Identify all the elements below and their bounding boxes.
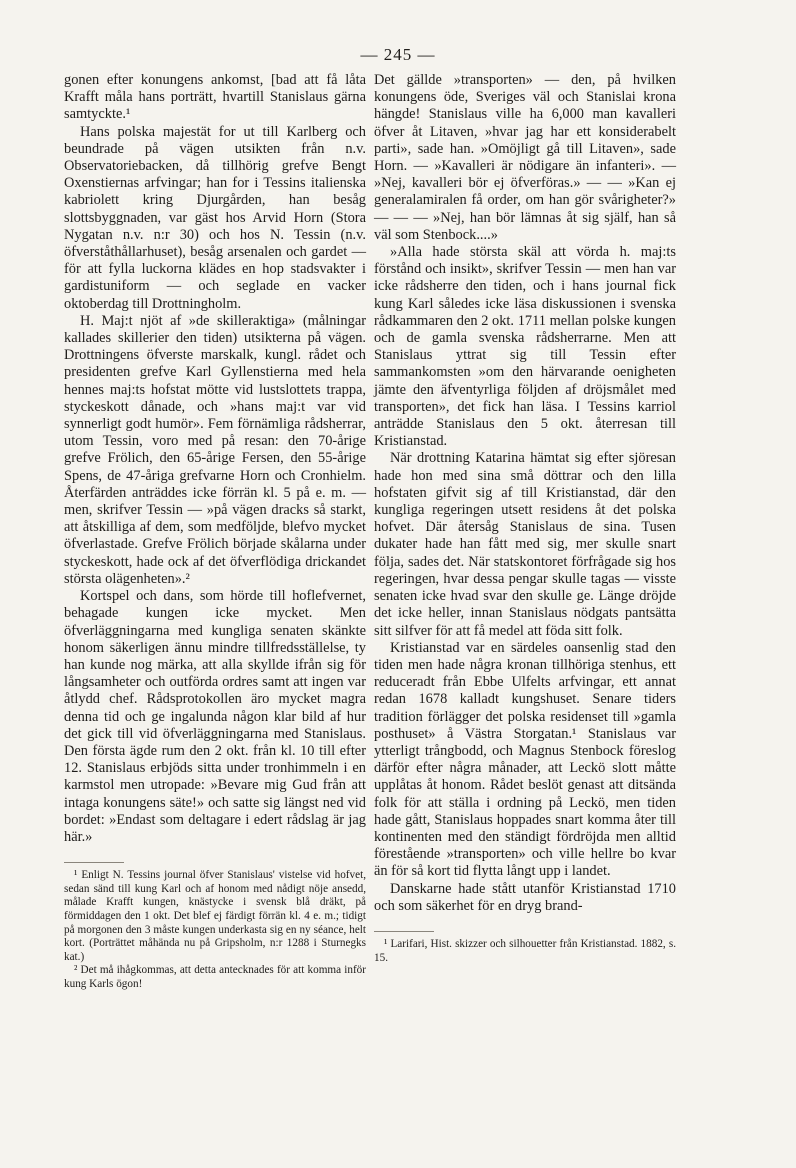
footnote-1: ¹ Enligt N. Tessins journal öfver Stanislaus' vistelse vid hofvet, sedan sänd till kung Karl och af honom med nådigt nöje ansedd, målade Krafft kungen, knästycke i svensk blå dräkt, på förmiddagen den 1 okt. Det blef ej färdigt förrän kl. 4 e. m.; tidigt på morgonen den 3 måste kungen underkasta sig en ny séance, helt kort. (Porträttet måhända nu på Gripsholm, n:r 1288 i Sturnegks kat.) [64,869,366,963]
left-paragraph-1: gonen efter konungens ankomst, [bad att få låta Krafft måla hans porträtt, hvartill Stanislaus gärna samtyckte.¹ [64,72,366,123]
left-paragraph-4: Kortspel och dans, som hörde till hoflefvernet, behagade kungen icke mycket. Men öfverläggningarna med kungliga senaten skänkte honom säkerligen ännu mindre tillfredsställelse, ty han kunde nog märka, att alla skyllde ifrån sig för långsamheter och outförda ordres samt att ingen var åtlydd chef. Rådsprotokollen äro mycket magra denna tid och ge ingalunda någon klar bild af hur det gick till vid öfverläggningarna med Stanislaus. Den första ägde rum den 2 okt. från kl. 10 till efter 12. Stanislaus erbjöds sitta under tronhimmeln i en karmstol men utropade: »Bevare mig Gud från att intaga konungens säte!» och satte sig längst ned vid bordet: »Endast som deltagare i edert rådslag är jag här.» [64,588,366,845]
left-footnotes [64,869,366,991]
right-paragraph-3: När drottning Katarina hämtat sig efter sjöresan hade hon med sina små döttrar och den lilla hofstaten gifvit sig af till Kristianstad, där den kungliga regeringen utsett residens åt det polska hofvet. Där återsåg Stanislaus de sina. Tusen dukater hade han fått med sig, mer skulle snart följa, sades det. När statskontoret förfrågade sig hos regeringen, hvar dessa pengar skulle tagas — visste senaten icke hvad svar den skulle ge. Länge dröjde det icke heller, innan Stanislaus nödgats pantsätta sitt silfver för att få medel att föda sitt folk. [374,450,676,639]
right-paragraph-1: Det gällde »transporten» — den, på hvilken konungens öde, Sveriges väl och Stanislai krona hängde! Stanislaus ville ha 6,000 man kavalleri öfver åt Litaven, »hvar jag har ett konsiderabelt parti», sade han. »Omöjligt gå till Litaven», sade Horn. — »Kavalleri är nödigare än infanteri». — »Nej, kavalleri bör ej öfverföras.» — — »Kan ej generalamiralen få order, om han gör svårigheter?» — — — »Nej, han bör lämnas åt sig själf, han så väl som Stenbock....» [374,72,676,243]
footnote-rule [64,862,124,863]
left-paragraph-2: Hans polska majestät for ut till Karlberg och beundrade på vägen utsikten från n.v. Observatoriebacken, då tillhörig grefve Bengt Oxenstiernas arfvingar; han for i Tessins italienska kabriolett kring Djurgården, han besåg slottsbyggnaden, var gäst hos Arvid Horn (Stora Nygatan n.v. n:r 30) och hos N. Tessin (n.v. öfverståthållarhuset), besåg arsenalen och gardet — för att fylla luckorna klädes en hop stadsvakter i gardistuniform — och seglade en vacker oktoberdag till Drottningholm. [64,123,366,312]
right-footnotes [374,938,676,965]
footnote-rule-right [374,931,434,932]
page-number: — 245 — [360,45,436,64]
right-paragraph-5: Danskarne hade stått utanför Kristianstad 1710 och som säkerhet för en dryg brand- [374,880,676,914]
footnote-2: ² Det må ihågkommas, att detta antecknades för att komma inför kung Karls ögon! [64,964,366,990]
right-paragraph-4: Kristianstad var en särdeles oansenlig stad den tiden men hade några kronan tillhöriga stenhus, ett reduceradt från Ebbe Ulfelts arfvingar, ett annat redan 1678 kalladt kungshuset. Senare tiders tradition förlägger det polska residenset till »gamla posthuset» å Västra Storgatan.¹ Stanislaus var ytterligt trångbodd, och Magnus Stenbock föreslog därför efter några månader, att Leckö slott måtte upplåtas åt honom. Rådet beslöt genast att ditsända folk för att ställa i ordning på Leckö, men tiden hade gått, Stanislaus hoppades snart komma åter till kontinenten med den ständigt fördröjda men alltid förestående »transporten» och ville hellre bo kvar än för så kort tid flytta långt upp i landet. [374,639,676,880]
right-column [374,72,676,965]
left-column [64,72,366,991]
right-paragraph-2: »Alla hade största skäl att vörda h. maj:ts förstånd och insikt», skrifver Tessin — men han var icke rådsherre den tiden, och i hans journal fick kung Karl således icke läsa diskussionen i svenska rådkammaren den 2 okt. 1711 mellan polske kungen och de gamla svenska rådsherrarne. Men att Stanislaus yttrat sig till Tessin efter sammankomsten »om den härvarande oenigheten jämte den äfventyrliga följden af dröjsmålet med transporten», det fick han läsa. I Tessins karriol anträdde Stanislaus den 5 okt. återresan till Kristianstad. [374,244,676,450]
left-paragraph-3: H. Maj:t njöt af »de skilleraktiga» (målningar kallades skillerier den tiden) utsikterna på vägen. Drottningens öfverste marskalk, kungl. rådet och presidenten grefve Karl Gyllenstierna med hela hennes maj:ts hofstat mötte vid lustslottets trappa, styckeskott dånade, och »hans maj:t var vid synnerligt godt humör». Fem förnämliga rådsherrar, utom Tessin, voro med på resan: den 70-årige grefve Frölich, den 65-årige Fersen, den 55-årige Spens, de 47-åriga grefvarne Horn och Cronhielm. Återfärden anträddes icke förrän kl. 5 på e. m. — men, skrifver Tessin — »på vägen dracks så starkt, att åtskilliga af dem, som medföljde, blefvo mycket öfverlastade. Grefve Frölich började skålarna under styckeskott, hade ock af det öfverflödiga drickandet största olägenheten».² [64,312,366,587]
footnote-right-1: ¹ Larifari, Hist. skizzer och silhouetter från Kristianstad. 1882, s. 15. [374,937,676,964]
